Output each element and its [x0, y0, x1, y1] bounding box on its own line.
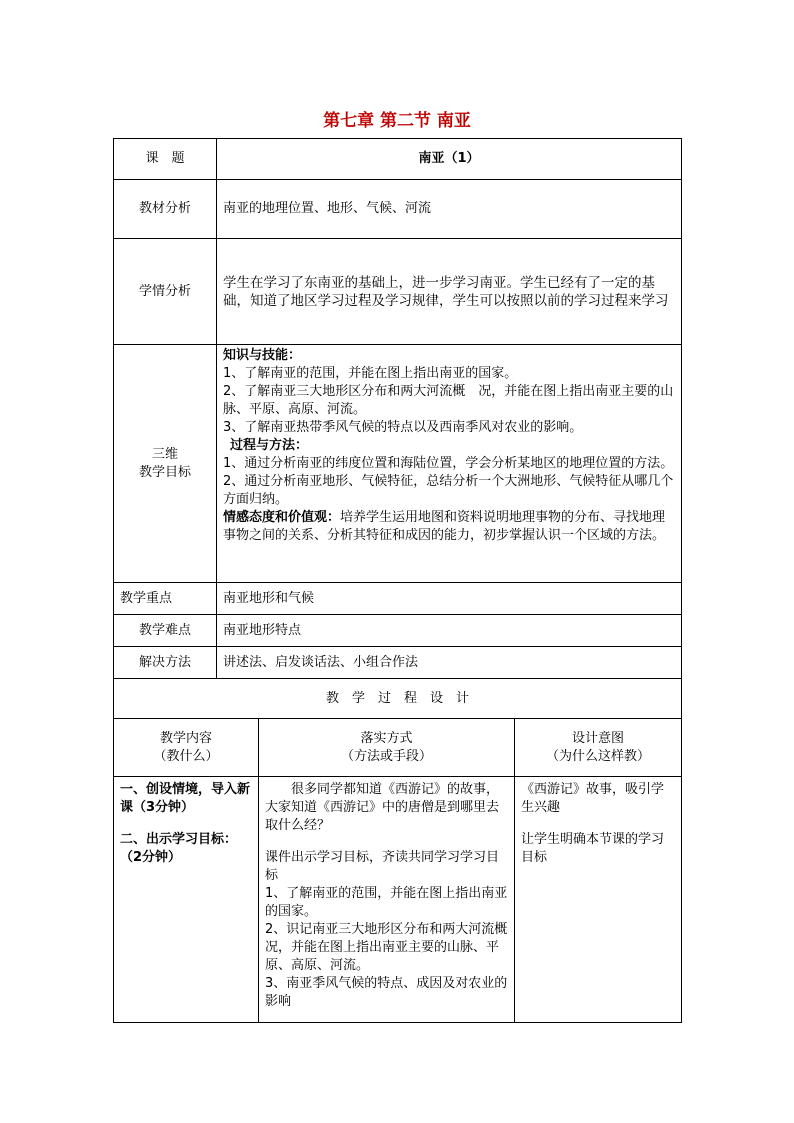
row-key-point [114, 583, 682, 615]
header-intent-line1: 设计意图 [572, 730, 625, 746]
row-difficulty [114, 615, 682, 647]
goals-label [114, 345, 217, 583]
header-content-line2: （教什么） [153, 748, 219, 764]
emotion-heading: 情感态度和价值观： [223, 510, 341, 525]
header-intent-line2: （为什么这样教） [546, 748, 651, 764]
page-title: 第七章 第二节 南亚 [323, 111, 471, 131]
step-method-3: 1、了解南亚的范围，并能在图上指出南亚的国家。 [265, 886, 508, 919]
step-intent-1: 《西游记》故事，吸引学生兴趣 [521, 782, 665, 815]
process-title-row [114, 679, 682, 719]
knowledge-item-3: 3、了解南亚热带季风气候的特点以及西南季风对农业的影响。 [223, 420, 583, 435]
step-method-2: 课件出示学习目标，齐读共同学习学习目标 [265, 850, 500, 883]
difficulty-label: 教学难点 [114, 615, 217, 647]
method-label: 解决方法 [114, 647, 217, 679]
students-label: 学情分析 [114, 239, 217, 345]
step-method-4: 2、识记南亚三大地形区分布和两大河流概 况，并能在图上指出南亚主要的山脉、平原、高原、河流。 [265, 922, 521, 973]
row-topic [114, 139, 682, 180]
row-students [114, 239, 682, 345]
header-method-line2: （方法或手段） [340, 748, 432, 764]
key-point-label: 教学重点 [114, 583, 217, 615]
process-item-1: 1、通过分析南亚的纬度位置和海陆位置，学会分析某地区的地理位置的方法。 [223, 456, 674, 471]
key-point-value: 南亚地形和气候 [217, 583, 682, 615]
process-item-2: 2、通过分析南亚地形、气候特征，总结分析一个大洲地形、气候特征从哪几个方面归纳。 [223, 474, 674, 507]
step-content [114, 777, 259, 1023]
method-value: 讲述法、启发谈话法、小组合作法 [217, 647, 682, 679]
goals-label-line2: 教学目标 [138, 464, 191, 480]
topic-label: 课 题 [114, 139, 217, 180]
step-method-1: 很多同学都知道《西游记》的故事，大家知道《西游记》中的唐僧是到哪里去取什么经？ [265, 782, 500, 833]
header-method [259, 719, 515, 777]
goals-label-line1: 三维 [151, 446, 178, 462]
process-heading: 过程与方法： [230, 438, 309, 453]
step-intent-2: 让学生明确本节课的学习目标 [521, 832, 665, 865]
row-material [114, 180, 682, 239]
goals-value [217, 345, 682, 583]
header-content-line1: 教学内容 [159, 730, 212, 746]
material-label: 教材分析 [114, 180, 217, 239]
step-content-2b: （2分钟） [120, 850, 182, 865]
process-table [113, 678, 682, 1023]
process-step-row [114, 777, 682, 1023]
step-content-1: 一、创设情境，导入新课（3分钟） [120, 782, 251, 815]
header-intent [515, 719, 682, 777]
process-title: 教 学 过 程 设 计 [114, 679, 682, 719]
step-intent [515, 777, 682, 1023]
emotion-block [223, 509, 675, 545]
students-value: 学生在学习了东南亚的基础上，进一步学习南亚。学生已经有了一定的基础，知道了地区学习过程及学习规律，学生可以按照以前的学习过程来学习 [217, 239, 682, 345]
row-method [114, 647, 682, 679]
row-goals [114, 345, 682, 583]
difficulty-value: 南亚地形特点 [217, 615, 682, 647]
header-content [114, 719, 259, 777]
info-table [113, 138, 682, 679]
knowledge-heading: 知识与技能： [223, 348, 302, 363]
header-method-line1: 落实方式 [360, 730, 413, 746]
topic-value: 南亚（1） [217, 139, 682, 180]
process-header-row [114, 719, 682, 777]
knowledge-item-2: 2、了解南亚三大地形区分布和两大河流概 况，并能在图上指出南亚主要的山脉、平原、高原、河流。 [223, 384, 674, 417]
material-value: 南亚的地理位置、地形、气候、河流 [217, 180, 682, 239]
step-method-5: 3、南亚季风气候的特点、成因及对农业的影响 [265, 976, 508, 1009]
step-method [259, 777, 521, 1023]
emotion-text: 培养学生运用地图和资料说明地理事物的分布、寻找地理事物之间的关系、分析其特征和成因的能力，初步掌握认识一个区域的方法。 [223, 510, 666, 543]
knowledge-item-1: 1、了解南亚的范围，并能在图上指出南亚的国家。 [223, 366, 518, 381]
step-content-2a: 二、出示学习目标： [120, 832, 238, 847]
